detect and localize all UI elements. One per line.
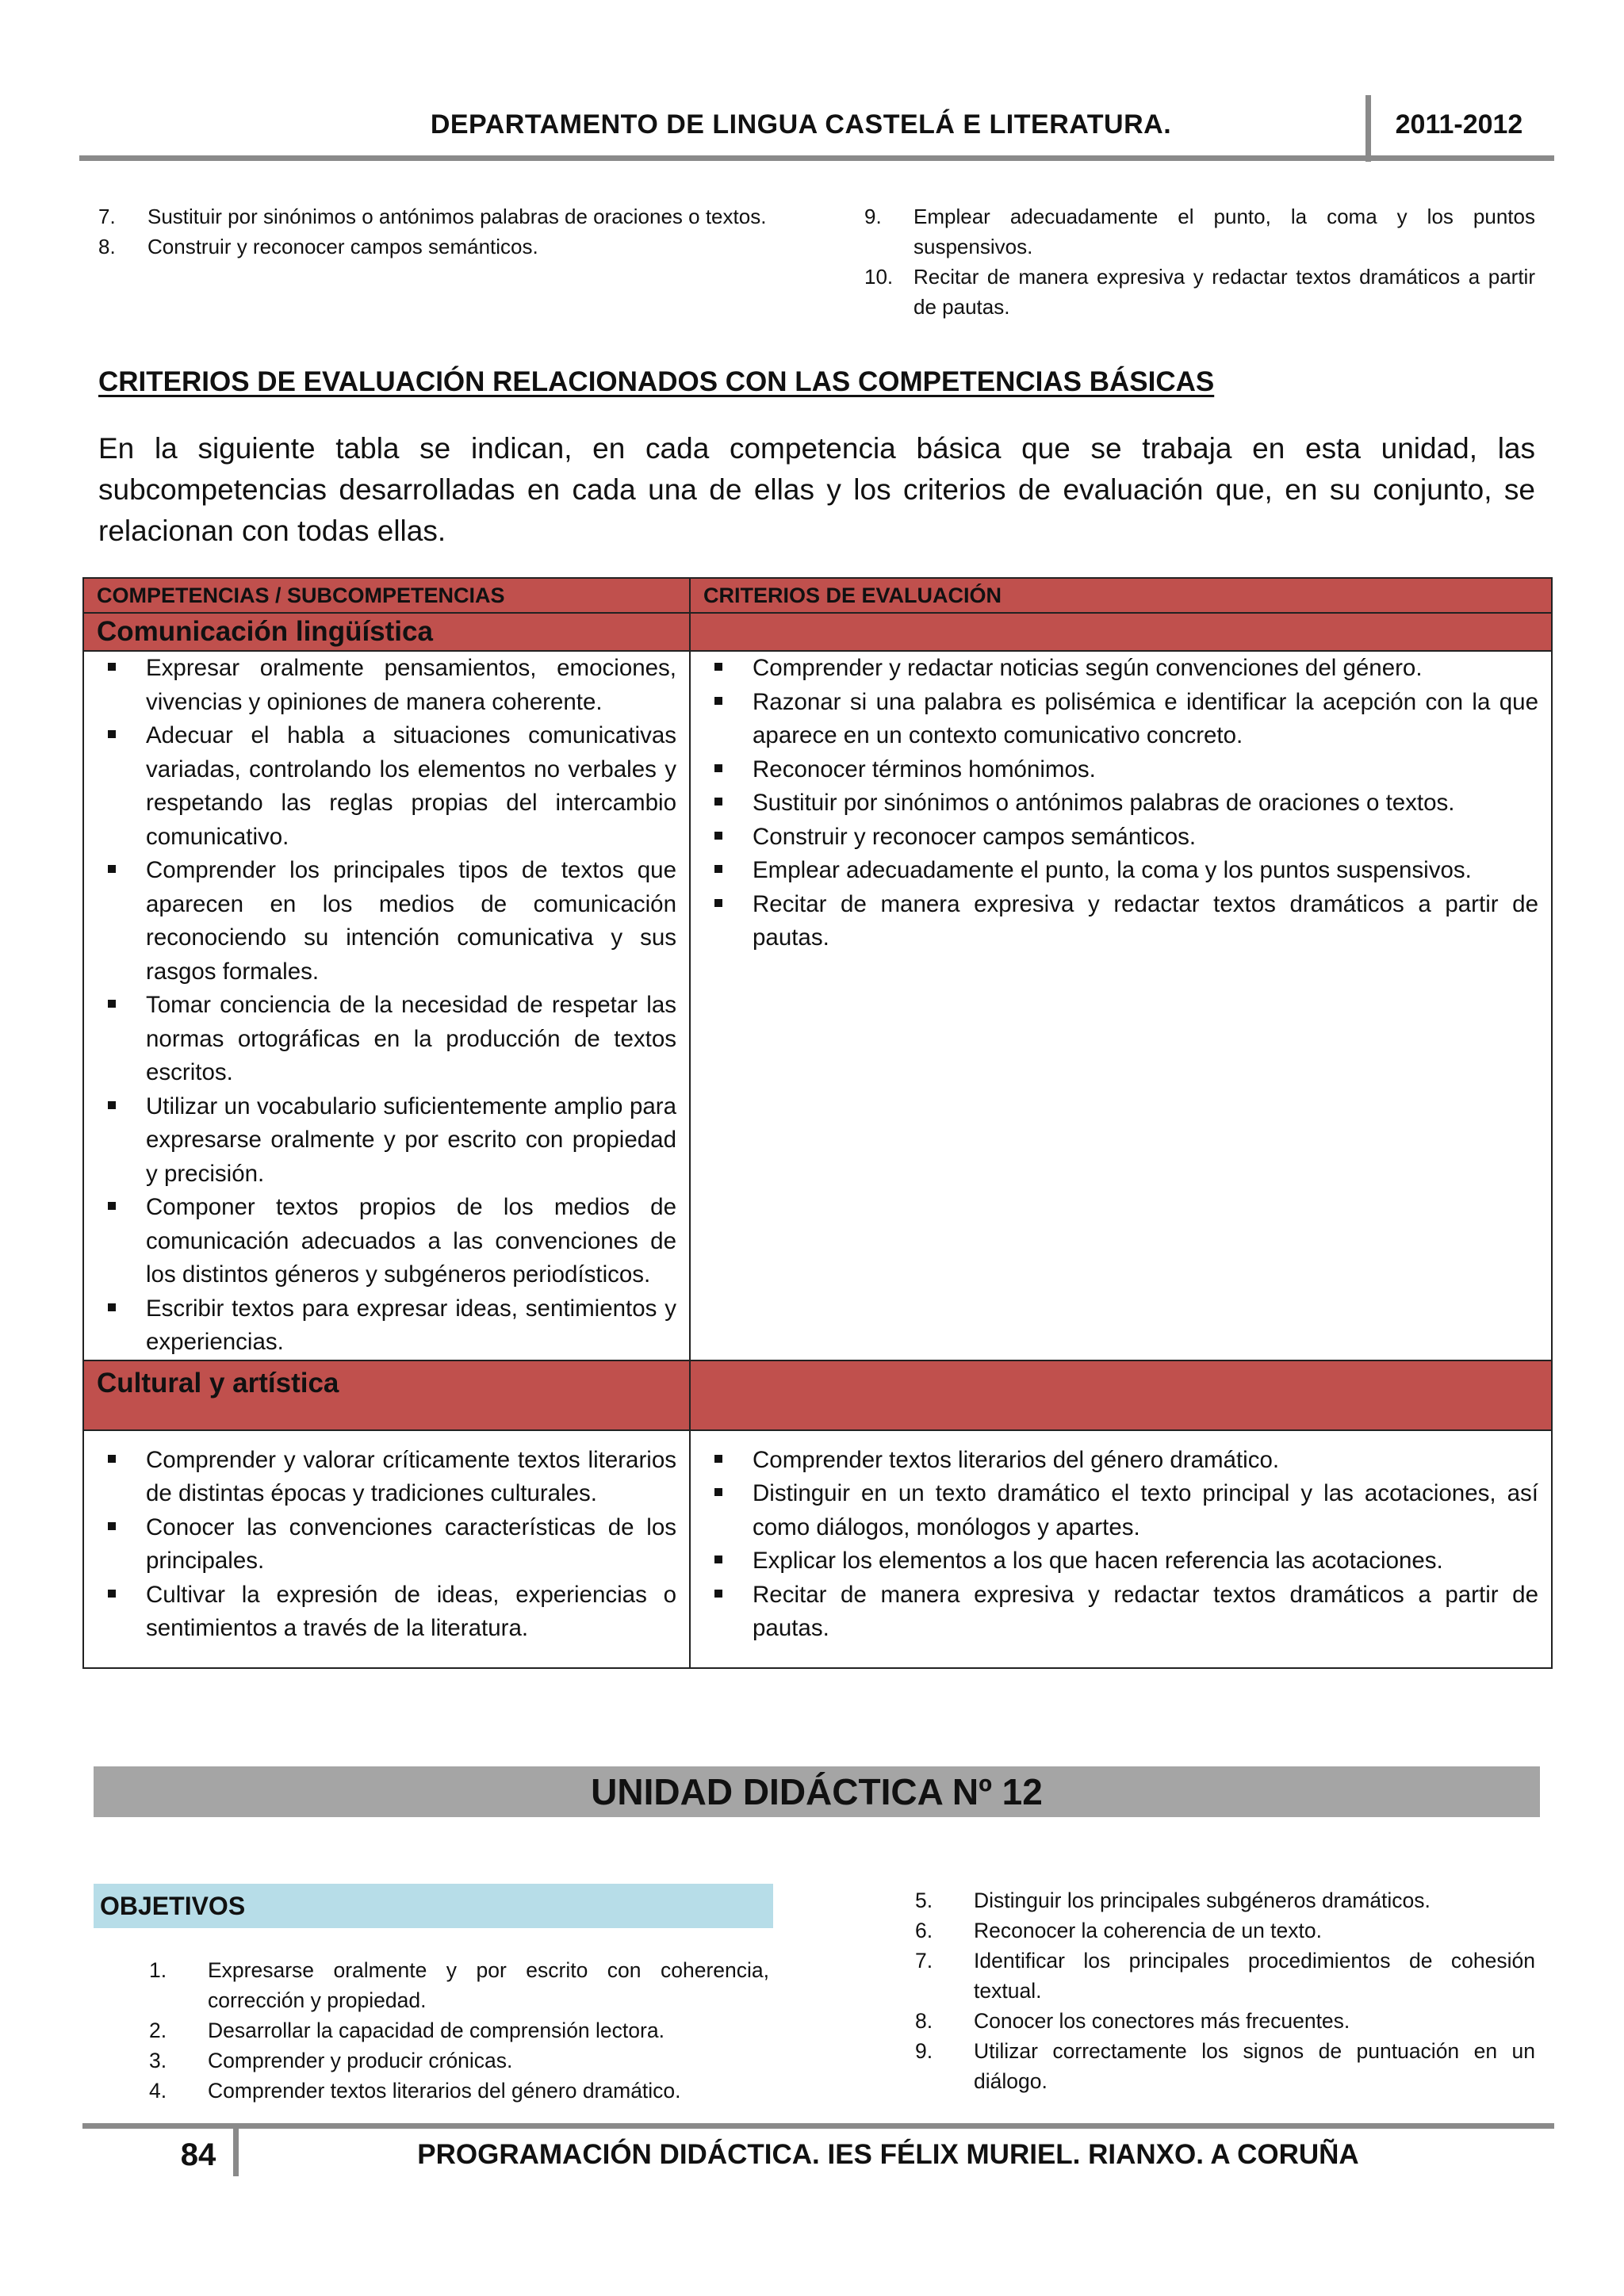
intro-paragraph: En la siguiente tabla se indican, en cada competencia básica que se trabaja en esta unidad, las subcompetencias desarrolladas en cada una de ellas y los criterios de evaluación que, en su conjunto, se relacionan con todas ellas.	[98, 432, 1535, 547]
bullet-icon	[703, 888, 753, 955]
list-item	[149, 1955, 769, 2015]
subcompetencias-list	[84, 1444, 689, 1646]
list-text: Razonar si una palabra es polisémica e identificar la acepción con la que aparece en un contexto comunicativo concreto.	[753, 688, 1538, 748]
top-list-left	[98, 201, 768, 262]
bullet-icon	[97, 652, 146, 719]
footer-title: PROGRAMACIÓN DIDÁCTICA. IES FÉLIX MURIEL. RIANXO. A CORUÑA	[417, 2139, 1359, 2170]
list-item	[915, 2036, 1535, 2096]
list-text: Comprender y redactar noticias según convenciones del género.	[753, 655, 1423, 681]
list-text: Explicar los elementos a los que hacen referencia las acotaciones.	[753, 1548, 1443, 1574]
list-item	[915, 1885, 1535, 1915]
criterios-cell	[690, 651, 1552, 1360]
list-text: Expresarse oralmente y por escrito con coherencia, corrección y propiedad.	[208, 1958, 769, 2012]
bullet-icon	[703, 1444, 753, 1478]
list-text: Comprender y valorar críticamente textos literarios de distintas épocas y tradiciones culturales.	[146, 1446, 676, 1506]
list-text: Identificar los principales procedimientos de cohesión textual.	[974, 1949, 1535, 2003]
list-text: Emplear adecuadamente el punto, la coma y los puntos suspensivos.	[914, 205, 1535, 258]
list-item	[97, 854, 676, 989]
list-text: Conocer las convenciones características de los principales.	[146, 1513, 676, 1574]
competencia-name: Comunicación lingüística	[83, 613, 690, 651]
list-text: Reconocer términos homónimos.	[753, 756, 1096, 783]
list-text: Utilizar un vocabulario suficientemente amplio para expresarse oralmente y por escrito con propiedad y precisión.	[146, 1093, 676, 1187]
list-item	[98, 201, 768, 232]
list-number: 7.	[98, 205, 116, 228]
criteria-table	[82, 577, 1553, 1669]
list-item	[703, 1578, 1538, 1646]
list-item	[97, 652, 676, 719]
list-item	[149, 2015, 769, 2045]
list-text: Emplear adecuadamente el punto, la coma y los puntos suspensivos.	[753, 857, 1472, 883]
list-item	[703, 686, 1538, 753]
subcompetencias-cell	[83, 1430, 690, 1668]
list-item	[703, 652, 1538, 686]
list-text: Recitar de manera expresiva y redactar textos dramáticos a partir de pautas.	[753, 1581, 1538, 1641]
bullet-icon	[703, 1544, 753, 1578]
list-item	[703, 753, 1538, 787]
unidad-banner: UNIDAD DIDÁCTICA Nº 12	[94, 1766, 1540, 1817]
competencia-empty-cell	[690, 1360, 1552, 1430]
list-text: Tomar conciencia de la necesidad de respetar las normas ortográficas en la producción de textos escritos.	[146, 992, 676, 1085]
bullet-icon	[703, 652, 753, 686]
list-item	[97, 1292, 676, 1360]
top-list-right	[864, 201, 1535, 322]
list-item	[703, 786, 1538, 821]
list-item	[703, 1477, 1538, 1544]
list-item	[703, 821, 1538, 855]
list-text: Recitar de manera expresiva y redactar textos dramáticos a partir de pautas.	[753, 890, 1538, 951]
header-title: DEPARTAMENTO DE LINGUA CASTELÁ E LITERATURA.	[430, 109, 1172, 140]
list-number: 8.	[98, 235, 116, 258]
list-text: Conocer los conectores más frecuentes.	[974, 2009, 1350, 2033]
competencia-row	[83, 613, 1552, 651]
list-item	[915, 1915, 1535, 1946]
list-item	[149, 2045, 769, 2076]
competencia-empty-cell	[690, 613, 1552, 651]
bullet-icon	[97, 1191, 146, 1292]
list-text: Desarrollar la capacidad de comprensión lectora.	[208, 2019, 665, 2042]
bullet-icon	[97, 854, 146, 989]
list-item	[97, 1090, 676, 1192]
list-number: 7.	[915, 1949, 933, 1973]
table-row	[83, 1430, 1552, 1668]
list-number: 2.	[149, 2019, 167, 2042]
list-number: 3.	[149, 2049, 167, 2072]
list-number: 4.	[149, 2079, 167, 2103]
page-number: 84	[180, 2137, 216, 2172]
list-item	[149, 2076, 769, 2106]
list-item	[915, 2006, 1535, 2036]
list-text: Sustituir por sinónimos o antónimos palabras de oraciones o textos.	[753, 790, 1455, 816]
criterios-list	[691, 652, 1551, 955]
list-text: Adecuar el habla a situaciones comunicativas variadas, controlando los elementos no verbales y respetando las reglas propias del intercambio comunicativo.	[146, 722, 676, 850]
list-item	[864, 262, 1535, 322]
list-text: Reconocer la coherencia de un texto.	[974, 1919, 1322, 1942]
list-text: Escribir textos para expresar ideas, sentimientos y experiencias.	[146, 1295, 676, 1355]
bullet-icon	[703, 1477, 753, 1544]
list-item	[97, 1578, 676, 1646]
subcompetencias-cell	[83, 651, 690, 1360]
criterios-cell	[690, 1430, 1552, 1668]
list-text: Recitar de manera expresiva y redactar textos dramáticos a partir de pautas.	[914, 265, 1535, 319]
list-number: 5.	[915, 1888, 933, 1912]
bullet-icon	[703, 854, 753, 888]
objetivos-list-left	[149, 1955, 769, 2106]
column-header-criterios: CRITERIOS DE EVALUACIÓN	[690, 578, 1552, 613]
list-item	[703, 1544, 1538, 1578]
list-text: Expresar oralmente pensamientos, emociones, vivencias y opiniones de manera coherente.	[146, 655, 676, 715]
list-item	[97, 989, 676, 1090]
list-item	[864, 201, 1535, 262]
table-header-row	[83, 578, 1552, 613]
objetivos-list-right	[915, 1885, 1535, 2096]
list-text: Construir y reconocer campos semánticos.	[147, 235, 538, 258]
list-item	[97, 1444, 676, 1511]
section-heading: CRITERIOS DE EVALUACIÓN RELACIONADOS CON LAS COMPETENCIAS BÁSICAS	[98, 366, 1215, 397]
bullet-icon	[703, 786, 753, 821]
list-text: Comprender y producir crónicas.	[208, 2049, 513, 2072]
bullet-icon	[703, 753, 753, 787]
list-text: Distinguir los principales subgéneros dramáticos.	[974, 1888, 1431, 1912]
list-number: 10.	[864, 265, 894, 289]
footer-rule	[82, 2123, 1554, 2129]
list-number: 6.	[915, 1919, 933, 1942]
bullet-icon	[703, 1578, 753, 1646]
list-text: Comprender textos literarios del género dramático.	[753, 1446, 1280, 1473]
bullet-icon	[97, 1090, 146, 1192]
list-item	[97, 1191, 676, 1292]
list-item	[97, 1511, 676, 1578]
list-text: Construir y reconocer campos semánticos.	[753, 823, 1197, 850]
bullet-icon	[97, 1511, 146, 1578]
bullet-icon	[97, 989, 146, 1090]
competencia-name: Cultural y artística	[83, 1360, 690, 1430]
bullet-icon	[703, 686, 753, 753]
list-item	[98, 232, 768, 262]
criterios-list	[691, 1444, 1551, 1646]
subcompetencias-list	[84, 652, 689, 1360]
table-row	[83, 651, 1552, 1360]
list-text: Distinguir en un texto dramático el texto principal y las acotaciones, así como diálogos, monólogos y apartes.	[753, 1480, 1538, 1540]
list-number: 9.	[915, 2039, 933, 2063]
competencia-row	[83, 1360, 1552, 1430]
list-text: Utilizar correctamente los signos de puntuación en un diálogo.	[974, 2039, 1535, 2093]
footer-divider	[233, 2129, 239, 2176]
list-item	[915, 1946, 1535, 2006]
bullet-icon	[97, 719, 146, 854]
header-year: 2011-2012	[1395, 109, 1523, 140]
bullet-icon	[703, 821, 753, 855]
list-text: Sustituir por sinónimos o antónimos palabras de oraciones o textos.	[147, 205, 767, 228]
list-item	[703, 1444, 1538, 1478]
objetivos-label: OBJETIVOS	[94, 1884, 773, 1928]
list-number: 8.	[915, 2009, 933, 2033]
list-item	[97, 719, 676, 854]
list-text: Comprender los principales tipos de textos que aparecen en los medios de comunicación reconociendo su intención comunicativa y sus rasgos formales.	[146, 857, 676, 985]
bullet-icon	[97, 1578, 146, 1646]
header-rule	[79, 155, 1554, 161]
list-number: 9.	[864, 205, 882, 228]
list-number: 1.	[149, 1958, 167, 1982]
list-text: Cultivar la expresión de ideas, experiencias o sentimientos a través de la literatura.	[146, 1581, 676, 1641]
list-text: Componer textos propios de los medios de comunicación adecuados a las convenciones de los distintos géneros y subgéneros periodísticos.	[146, 1194, 676, 1288]
bullet-icon	[97, 1292, 146, 1360]
list-text: Comprender textos literarios del género dramático.	[208, 2079, 681, 2103]
bullet-icon	[97, 1444, 146, 1511]
header-divider	[1365, 95, 1371, 162]
list-item	[703, 888, 1538, 955]
column-header-competencias: COMPETENCIAS / SUBCOMPETENCIAS	[83, 578, 690, 613]
list-item	[703, 854, 1538, 888]
